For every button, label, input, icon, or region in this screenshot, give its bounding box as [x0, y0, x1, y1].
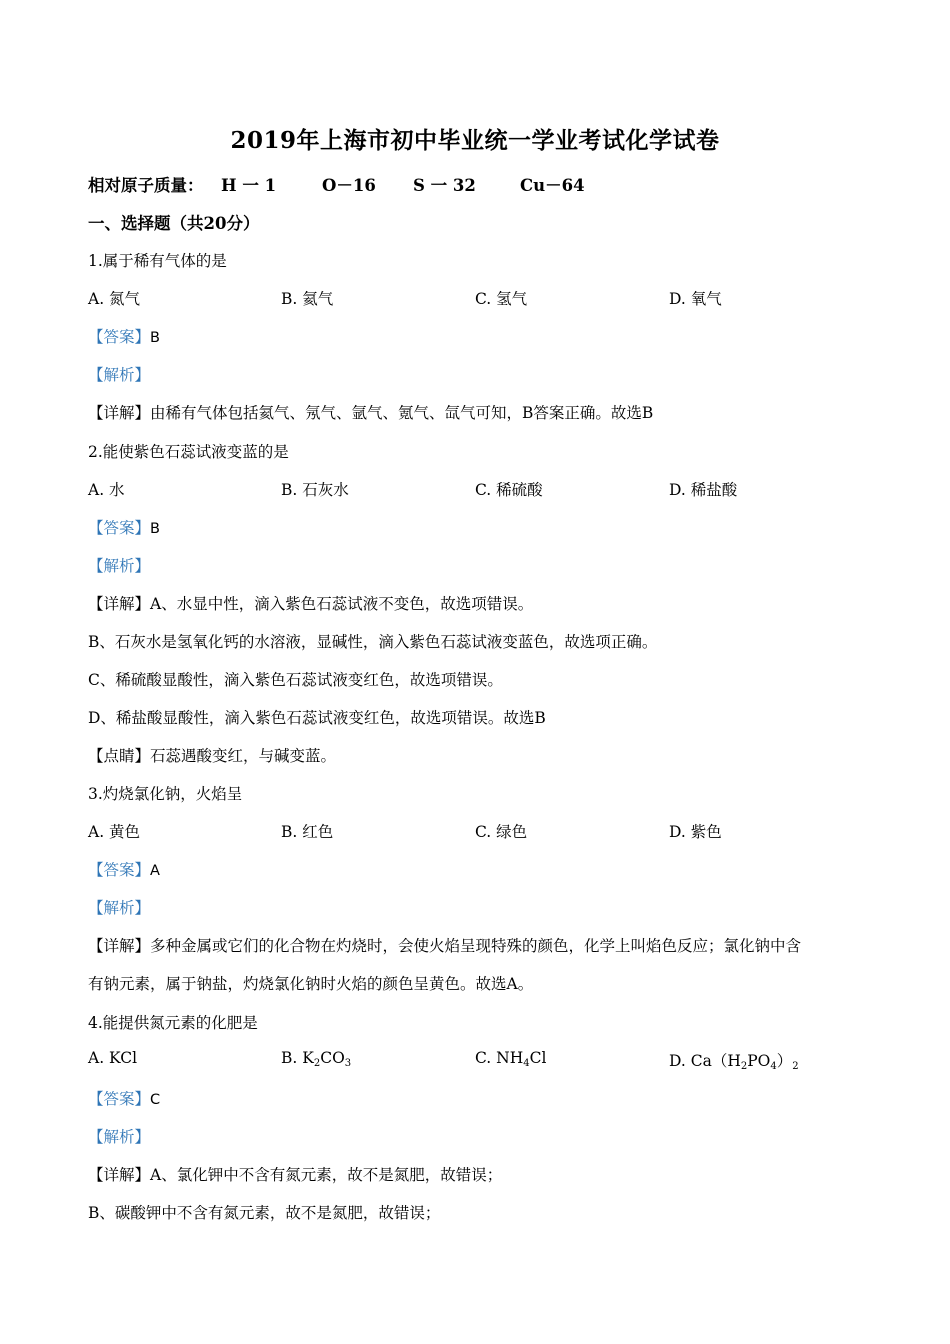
answer-value: B	[150, 330, 160, 346]
q2-detail-c: C、稀硫酸显酸性，滴入紫色石蕊试液变红色，故选项错误。	[88, 671, 503, 689]
q4-answer	[88, 1087, 160, 1109]
q2-option-b: B. 石灰水	[281, 481, 349, 499]
q3-analysis-tag: 【解析】	[88, 899, 151, 917]
q1-option-b: B. 氦气	[281, 290, 334, 308]
answer-value: A	[150, 863, 160, 879]
q2-detail-a	[88, 592, 533, 614]
q4-option-a: A. KCl	[88, 1049, 138, 1067]
q1-stem: 1.属于稀有气体的是	[88, 252, 227, 270]
mass-o: O－16	[322, 176, 376, 195]
q4-stem: 4.能提供氮元素的化肥是	[88, 1014, 258, 1032]
q2-stem: 2.能使紫色石蕊试液变蓝的是	[88, 443, 289, 461]
answer-tag: 【答案】	[88, 861, 151, 879]
q1-option-c: C. 氢气	[475, 290, 528, 308]
answer-tag: 【答案】	[88, 328, 151, 346]
q1-analysis-tag: 【解析】	[88, 366, 151, 384]
q3-detail-2: 有钠元素，属于钠盐，灼烧氯化钠时火焰的颜色呈黄色。故选A。	[88, 975, 534, 993]
q1-detail	[88, 401, 653, 423]
q3-option-d: D. 紫色	[669, 823, 722, 841]
q1-option-a: A. 氮气	[88, 290, 141, 308]
q3-answer	[88, 858, 160, 880]
q3-stem: 3.灼烧氯化钠，火焰呈	[88, 785, 243, 803]
q2-option-d: D. 稀盐酸	[669, 481, 738, 499]
q4-option-d: D. $Ca(H_2PO_4)_2$	[669, 1052, 799, 1072]
q2-detail-b: B、石灰水是氢氧化钙的水溶液，显碱性，滴入紫色石蕊试液变蓝色，故选项正确。	[88, 633, 658, 651]
q3-detail-1	[88, 934, 801, 956]
atomic-mass-line	[88, 172, 585, 196]
q3-option-c: C. 绿色	[475, 823, 528, 841]
answer-tag: 【答案】	[88, 519, 151, 537]
q4-analysis-tag: 【解析】	[88, 1128, 151, 1146]
q2-detail-d: D、稀盐酸显酸性，滴入紫色石蕊试液变红色，故选项错误。故选B	[88, 709, 546, 727]
detail-text: 多种金属或它们的化合物在灼烧时，会使火焰呈现特殊的颜色，化学上叫焰色反应；氯化钠中含	[150, 937, 802, 955]
answer-value: C	[150, 1092, 161, 1108]
answer-tag: 【答案】	[88, 1090, 151, 1108]
detail-tag: 【详解】	[88, 595, 151, 613]
q2-option-c: C. 稀硫酸	[475, 481, 543, 499]
section-heading: 一、选择题（共20分）	[88, 214, 260, 233]
mass-h: H 一 1	[221, 176, 277, 195]
detail-text: 由稀有气体包括氦气、氖气、氩气、氪气、氙气可知，B答案正确。故选B	[150, 404, 654, 422]
q1-option-d: D. 氧气	[669, 290, 722, 308]
detail-text: A、氯化钾中不含有氮元素，故不是氮肥，故错误；	[150, 1166, 503, 1184]
q2-tip	[88, 744, 336, 766]
detail-tag: 【详解】	[88, 1166, 151, 1184]
tip-text: 石蕊遇酸变红，与碱变蓝。	[150, 747, 337, 765]
detail-tag: 【详解】	[88, 404, 151, 422]
q3-option-a: A. 黄色	[88, 823, 141, 841]
q4-detail-a	[88, 1163, 502, 1185]
q4-detail-b: B、碳酸钾中不含有氮元素，故不是氮肥，故错误；	[88, 1204, 441, 1222]
mass-s: S 一 32	[413, 176, 476, 195]
atomic-mass-label: 相对原子质量：	[88, 176, 204, 195]
detail-text: A、水显中性，滴入紫色石蕊试液不变色，故选项错误。	[150, 595, 534, 613]
q3-option-b: B. 红色	[281, 823, 334, 841]
page-title: 2019年上海市初中毕业统一学业考试化学试卷	[230, 127, 720, 154]
answer-value: B	[150, 521, 160, 537]
q4-option-c: C. $NH_4Cl$	[475, 1049, 547, 1069]
mass-cu: Cu－64	[520, 176, 585, 195]
q2-analysis-tag: 【解析】	[88, 557, 151, 575]
tip-tag: 【点睛】	[88, 747, 151, 765]
q4-option-b: B. $K_2CO_3$	[281, 1049, 352, 1069]
q2-option-a: A. 水	[88, 481, 125, 499]
q2-answer	[88, 516, 160, 538]
q1-answer	[88, 325, 160, 347]
detail-tag: 【详解】	[88, 937, 151, 955]
